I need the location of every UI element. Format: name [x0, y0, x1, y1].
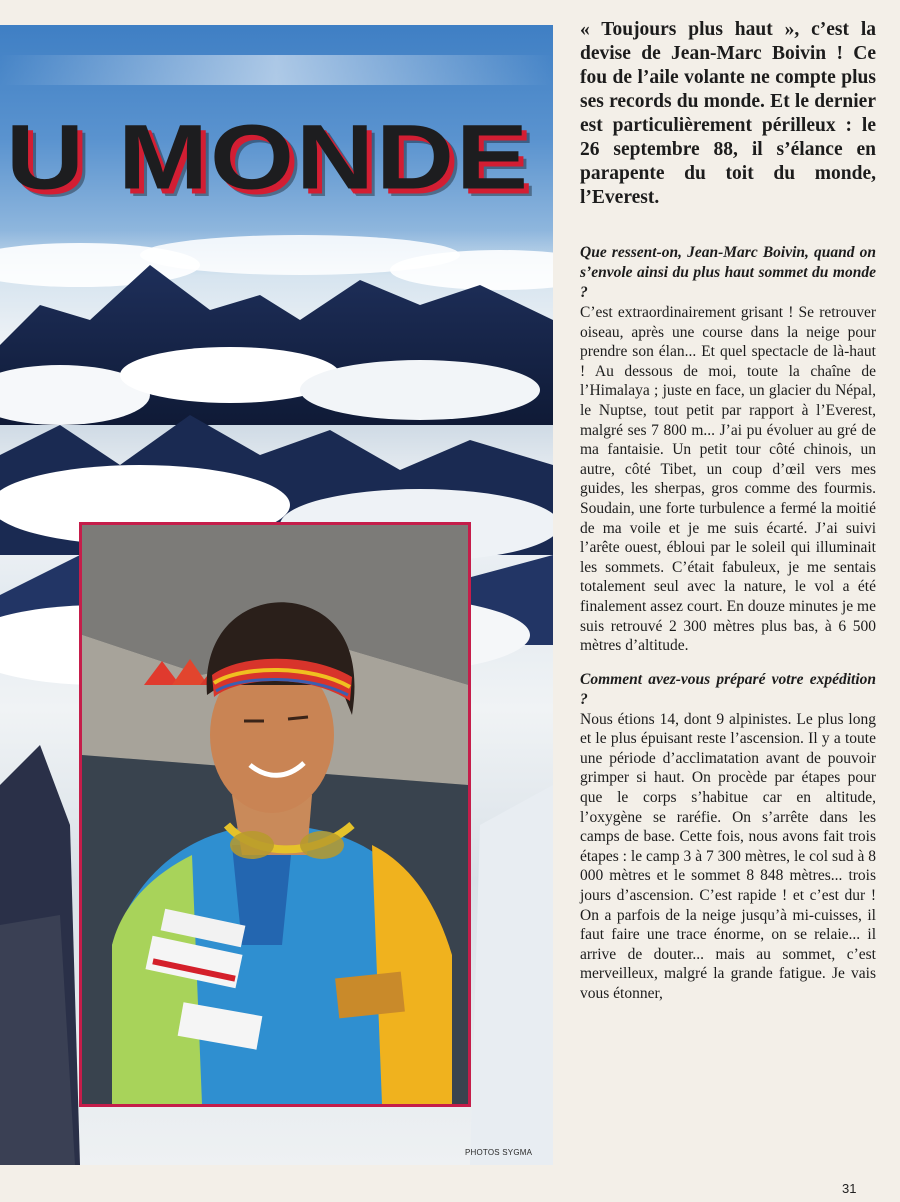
- interview-answer: C’est extraordinairement grisant ! Se retrouver oiseau, après une course dans la neige pour prendre son élan... Et quel spectacle de là-haut ! Au dessous de moi, toute la chaîne de l’Himalaya ; juste en face, un glacier du Népal, le Nuptse, tout petit par rapport à l’Everest, malgré ses 7 800 m... J’ai pu évoluer au gré de ma fantaisie. Un petit tour côté chinois, un autre, côté Tibet, un coup d’œil vers mes guides, les sherpas, gros comme des fourmis. Soudain, une forte turbulence a fermé la moitié de ma voile et je me suis écarté. J’ai suivi l’arête ouest, ébloui par le soleil qui illuminait les sommets. C’était fabuleux, je me sentais totalement seul avec la nature, le vol a été finalement assez court. En douze minutes je me suis retrouvé 2 300 mètres plus bas, à 6 500 mètres d’altitude.: [580, 304, 876, 655]
- page-number: 31: [842, 1181, 857, 1196]
- article-intro: « Toujours plus haut », c’est la devise de Jean-Marc Boivin ! Ce fou de l’aile volante ne compte plus ses records du monde. Et le dernier est particulièrement périlleux : le 26 septembre 88, il s’élance en parapente du toit du monde, l’Everest.: [580, 19, 876, 208]
- interview-question: Que ressent-on, Jean-Marc Boivin, quand on s’envole ainsi du plus haut sommet du monde ?: [580, 244, 876, 301]
- climber-portrait-illustration: [82, 525, 468, 1104]
- sky-haze: [0, 55, 553, 85]
- article-column: [580, 18, 876, 1004]
- photo-credit: PHOTOS SYGMA: [465, 1148, 533, 1157]
- interview-question: Comment avez-vous préparé votre expédition ?: [580, 670, 876, 708]
- portrait-photo: [79, 522, 471, 1107]
- interview-answer: Nous étions 14, dont 9 alpinistes. Le plus long et le plus épuisant reste l’ascension. Il y a toute une période d’acclimatation avant de pouvoir grimper si haut. On procède par étapes pour que le corps s’habitue car en altitude, l’oxygène se raréfie. On s’arrête dans les camps de base. Cette fois, nous avons fait trois étapes : le camp 3 à 7 300 mètres, le col sud à 8 000 mètres et le sommet 8 848 mètres... trois jours d’ascension. C’est rapide ! et c’est dur ! On a parfois de la neige jusqu’à mi-cuisses, il faut faire une trace énorme, on se relaie... il arrive de douter... mais au sommet, c’est merveilleux, malgré la grande fatigue. Je vais vous étonner,: [580, 710, 876, 1002]
- headline-title: U MONDE: [6, 105, 530, 208]
